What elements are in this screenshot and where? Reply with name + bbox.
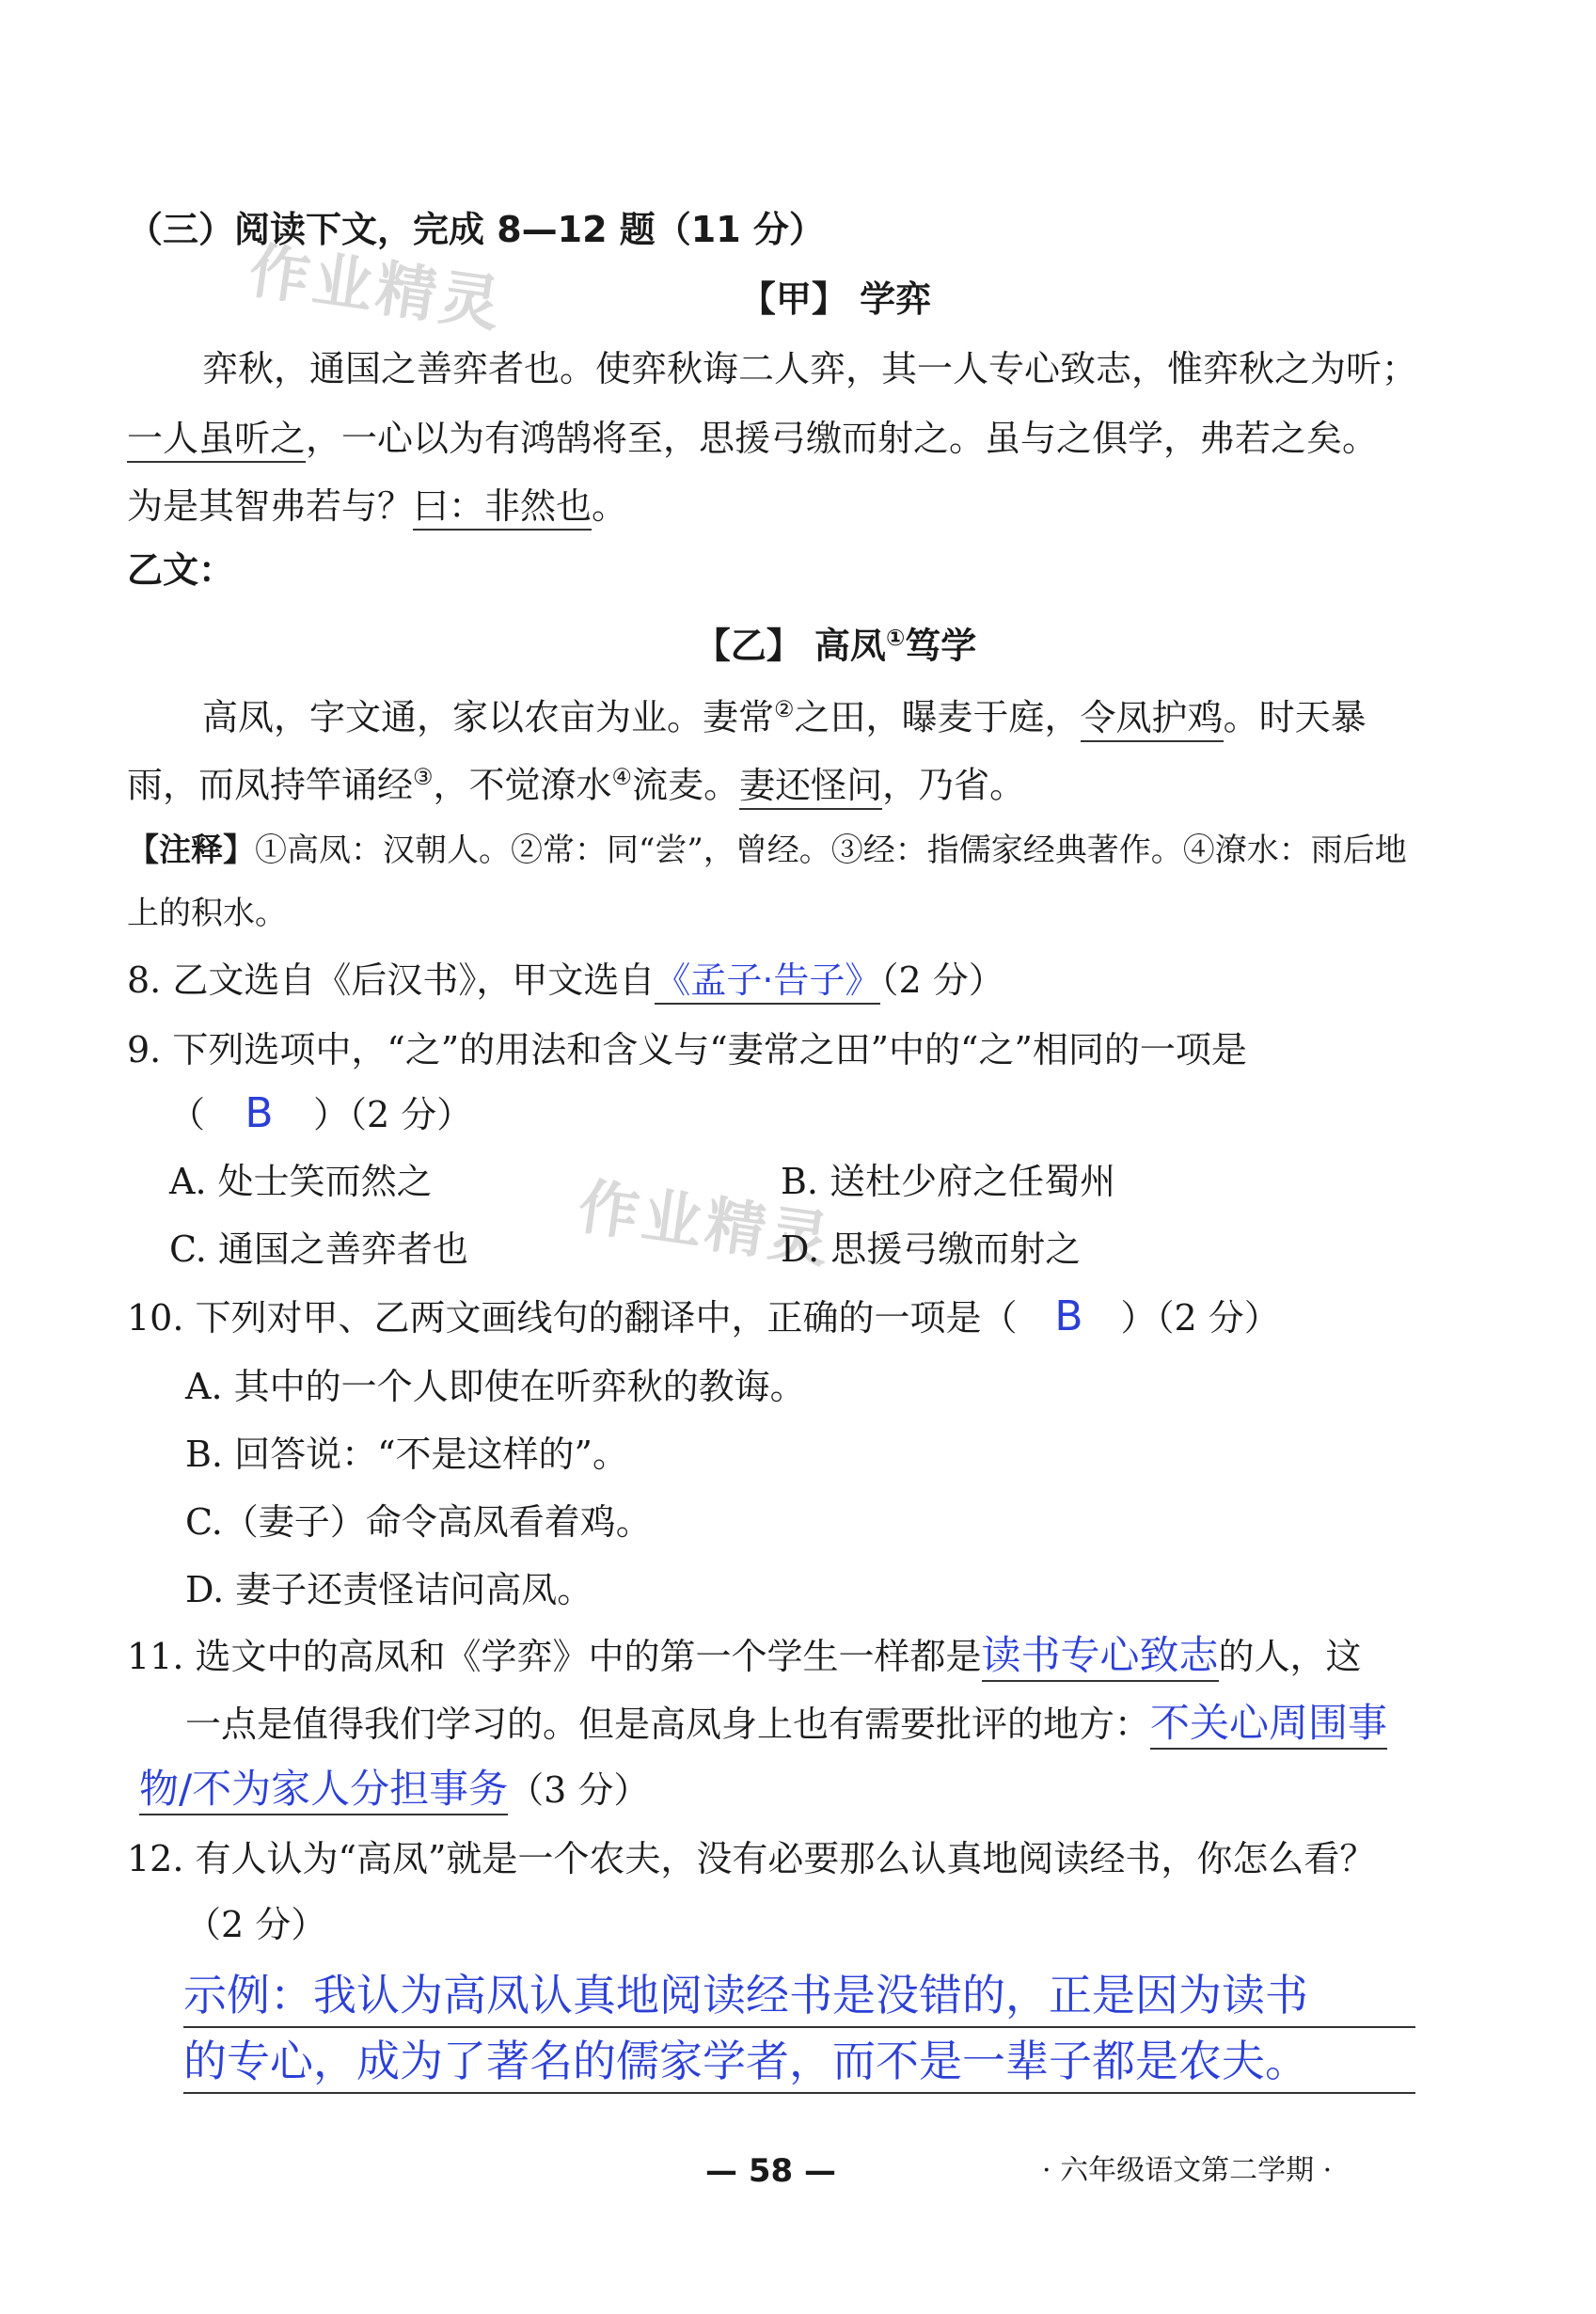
question-11-answer2-cont: 物/不为家人分担事务 bbox=[139, 1766, 508, 1815]
question-10-option-b: B. 回答说：“不是这样的”。 bbox=[185, 1434, 628, 1475]
footnote-marker: ④ bbox=[611, 764, 633, 790]
question-12-answer-line2: 的专心，成为了著名的儒家学者，而不是一辈子都是农夫。 bbox=[183, 2032, 1415, 2094]
question-11-text-post: 的人，这 bbox=[1218, 1636, 1362, 1677]
question-11-answer1: 读书专心致志 bbox=[982, 1632, 1219, 1682]
underlined-sentence: 一人虽听之 bbox=[127, 418, 306, 463]
passage-b-title-text: 【乙】 高凤 bbox=[694, 625, 886, 667]
watermark: 作业精灵 bbox=[245, 236, 508, 341]
question-11-line1 bbox=[127, 1631, 1362, 1681]
passage-a-line3 bbox=[127, 482, 627, 531]
passage-a-line1: 弈秋，通国之善弈者也。使弈秋诲二人弈，其一人专心致志，惟弈秋之为听； bbox=[202, 348, 1418, 389]
question-8-text: 8. 乙文选自《后汉书》，甲文选自 bbox=[127, 959, 656, 1001]
question-11-text: 11. 选文中的高凤和《学弈》中的第一个学生一样都是 bbox=[127, 1636, 982, 1677]
question-12-score: （2 分） bbox=[185, 1904, 327, 1945]
footnote-marker: ① bbox=[885, 625, 906, 651]
question-10-text: 10. 下列对甲、乙两文画线句的翻译中，正确的一项是（ bbox=[127, 1297, 1018, 1339]
text: ，不觉潦水 bbox=[433, 764, 612, 806]
question-9-option-d: D. 思援弓缴而射之 bbox=[781, 1228, 1082, 1270]
text: 。时天暴 bbox=[1223, 696, 1367, 738]
question-10-answer: B bbox=[1054, 1292, 1083, 1340]
footer-book-title: · 六年级语文第二学期 · bbox=[1042, 2154, 1333, 2187]
paren-open: （ bbox=[169, 1094, 206, 1135]
notes-line1 bbox=[127, 826, 1407, 875]
notes-text: ①高凤：汉朝人。②常：同“尝”，曾经。③经：指儒家经典著作。④潦水：雨后地 bbox=[255, 832, 1407, 869]
notes-label: 【注释】 bbox=[127, 832, 255, 869]
text: 高凤，字文通，家以农亩为业。妻常 bbox=[202, 696, 775, 738]
question-9-option-b: B. 送杜少府之任蜀州 bbox=[781, 1161, 1116, 1202]
passage-a-line3-post: 。 bbox=[592, 485, 628, 527]
question-11-answer2: 不关心周围事 bbox=[1150, 1700, 1387, 1750]
question-9-answer: B bbox=[245, 1089, 274, 1137]
question-9: 9. 下列选项中，“之”的用法和含义与“妻常之田”中的“之”相同的一项是 bbox=[127, 1029, 1247, 1070]
question-8-score: （2 分） bbox=[880, 959, 1004, 1001]
page-number: — 58 — bbox=[705, 2152, 836, 2190]
notes-line2: 上的积水。 bbox=[127, 895, 287, 932]
question-9-option-a: A. 处士笑而然之 bbox=[169, 1161, 433, 1202]
passage-a-title: 【甲】 学弈 bbox=[739, 278, 932, 320]
question-10-option-d: D. 妻子还责怪诘问高凤。 bbox=[185, 1569, 593, 1610]
paren-close: ）（2 分） bbox=[1120, 1297, 1280, 1339]
passage-b-label: 乙文： bbox=[127, 549, 235, 591]
question-8-answer: 《孟子·告子》 bbox=[655, 959, 880, 1005]
underlined-sentence: 令凤护鸡 bbox=[1081, 697, 1224, 742]
footnote-marker: ② bbox=[774, 696, 795, 722]
underlined-sentence: 妻还怪问 bbox=[739, 765, 882, 810]
question-11-text2: 一点是值得我们学习的。但是高凤身上也有需要批评的地方： bbox=[185, 1704, 1151, 1745]
underlined-sentence: 曰：非然也 bbox=[413, 485, 592, 531]
question-12: 12. 有人认为“高凤”就是一个农夫，没有必要那么认真地阅读经书，你怎么看？ bbox=[127, 1838, 1376, 1879]
question-11-score: （3 分） bbox=[508, 1769, 650, 1811]
question-8 bbox=[127, 956, 1004, 1005]
passage-a-line2 bbox=[127, 414, 1378, 463]
section-title: （三）阅读下文，完成 8—12 题（11 分） bbox=[127, 209, 825, 250]
passage-b-line1 bbox=[202, 685, 1367, 742]
question-10-option-c: C.（妻子）命令高凤看着鸡。 bbox=[185, 1501, 652, 1543]
passage-b-line2 bbox=[127, 753, 1025, 810]
text: ，乃省。 bbox=[882, 764, 1026, 806]
question-11-line2 bbox=[185, 1699, 1387, 1749]
passage-a-line2-rest: ，一心以为有鸿鹄将至，思援弓缴而射之。虽与之俱学，弗若之矣。 bbox=[306, 418, 1379, 459]
question-11-line3 bbox=[139, 1765, 649, 1815]
question-10-option-a: A. 其中的一个人即使在听弈秋的教诲。 bbox=[185, 1366, 806, 1407]
text: 雨，而凤持竿诵经 bbox=[127, 764, 414, 806]
text: 流麦。 bbox=[632, 764, 740, 806]
passage-b-title bbox=[0, 613, 1596, 671]
text: 之田，曝麦于庭， bbox=[794, 696, 1081, 738]
passage-a-line3-pre: 为是其智弗若与？ bbox=[127, 485, 414, 527]
footnote-marker: ③ bbox=[413, 764, 434, 790]
question-10 bbox=[127, 1292, 1280, 1342]
paren-close: ）（2 分） bbox=[313, 1094, 473, 1135]
passage-b-title-post: 笃学 bbox=[905, 625, 977, 667]
question-9-blank bbox=[169, 1089, 472, 1139]
watermark: 作业精灵 bbox=[574, 1172, 837, 1277]
question-9-option-c: C. 通国之善弈者也 bbox=[169, 1228, 468, 1270]
question-12-answer-line1: 示例：我认为高凤认真地阅读经书是没错的，正是因为读书 bbox=[183, 1966, 1415, 2028]
